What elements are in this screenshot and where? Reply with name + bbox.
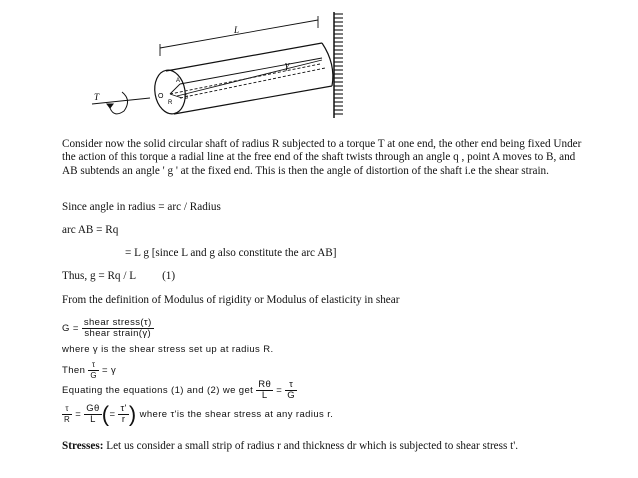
- right-paren: ): [128, 401, 137, 427]
- equation-number-1: (1): [162, 270, 176, 282]
- modulus-definition-line: From the definition of Modulus of rigidity or Modulus of elasticity in shear: [62, 294, 400, 306]
- axis-line: [170, 64, 325, 98]
- final-where-text: where τ'is the shear stress at any radius r.: [139, 409, 334, 421]
- eq-tau-num: τ: [285, 380, 297, 391]
- shear-stress-label: shear stress(τ): [83, 317, 152, 328]
- fixed-wall: [334, 12, 343, 118]
- thus-line: [62, 270, 175, 282]
- length-dimension: [160, 16, 318, 56]
- final-tau-num: τ: [62, 404, 72, 415]
- then-rhs: = γ: [101, 365, 117, 377]
- lg-line: = L g [since L and g also constitute the arc AB]: [125, 247, 337, 259]
- label-gamma: γ: [285, 59, 290, 71]
- tauprime-over-r: [118, 404, 128, 425]
- since-line: Since angle in radius = arc / Radius: [62, 201, 221, 213]
- tau-over-g-2: [285, 380, 297, 401]
- final-gt-den: L: [90, 414, 96, 425]
- where-gamma-line: where γ is the shear stress set up at radius R.: [62, 344, 274, 355]
- final-tp-num: τ': [120, 403, 127, 414]
- final-gt-num: Gθ: [86, 403, 100, 414]
- equating-line: [62, 380, 297, 401]
- shear-strain-label: shear strain(γ): [84, 328, 152, 339]
- torque-arrow: [92, 92, 150, 114]
- then-label: Then: [62, 365, 86, 377]
- final-equals-1: =: [75, 409, 82, 421]
- intro-paragraph: Consider now the solid circular shaft of radius R subjected to a torque T at one end, the other end being fixed Under the action of this torque a radial line at the free end of the shaft twists through an angle q , point A moves to B, and AB subtends an angle ' g ' at the fixed end. This is then the angle of distortion of the shaft i.e the shear strain.: [62, 138, 582, 177]
- label-A: A: [176, 78, 181, 84]
- label-T: T: [94, 92, 100, 102]
- label-O: O: [158, 93, 164, 100]
- rtheta-over-l: [256, 380, 273, 401]
- stresses-text: Let us consider a small strip of radius r and thickness dr which is subjected to shear stress t'.: [103, 440, 519, 452]
- then-den: G: [90, 371, 97, 380]
- stresses-heading: Stresses:: [62, 440, 104, 452]
- modulus-equation: [62, 318, 154, 339]
- shaft-torsion-figure: [0, 0, 638, 135]
- thus-text: Thus, g = Rq / L: [62, 270, 137, 282]
- equating-equals: =: [276, 385, 283, 397]
- arc-line: arc AB = Rq: [62, 224, 119, 236]
- label-B: B: [184, 95, 189, 101]
- gtheta-over-l: [84, 404, 101, 425]
- rtheta-den: L: [261, 390, 268, 401]
- then-equation: [62, 360, 116, 381]
- rtheta-num: Rθ: [258, 379, 272, 390]
- label-R: R: [168, 100, 173, 106]
- left-paren: (: [101, 401, 110, 427]
- final-equals-2: =: [109, 409, 116, 421]
- then-num: τ: [88, 360, 99, 371]
- eq-tau-den: G: [287, 390, 296, 401]
- tau-over-r: [62, 404, 72, 425]
- modulus-fraction: [82, 318, 154, 339]
- torsion-relation: [62, 401, 334, 427]
- tau-over-g: [88, 360, 99, 381]
- label-L: L: [234, 25, 240, 35]
- stresses-paragraph: [62, 440, 582, 453]
- g-equals: G =: [62, 323, 79, 335]
- final-tp-den: r: [121, 414, 126, 425]
- final-tau-den: R: [64, 415, 71, 424]
- equating-text: Equating the equations (1) and (2) we get: [62, 385, 254, 397]
